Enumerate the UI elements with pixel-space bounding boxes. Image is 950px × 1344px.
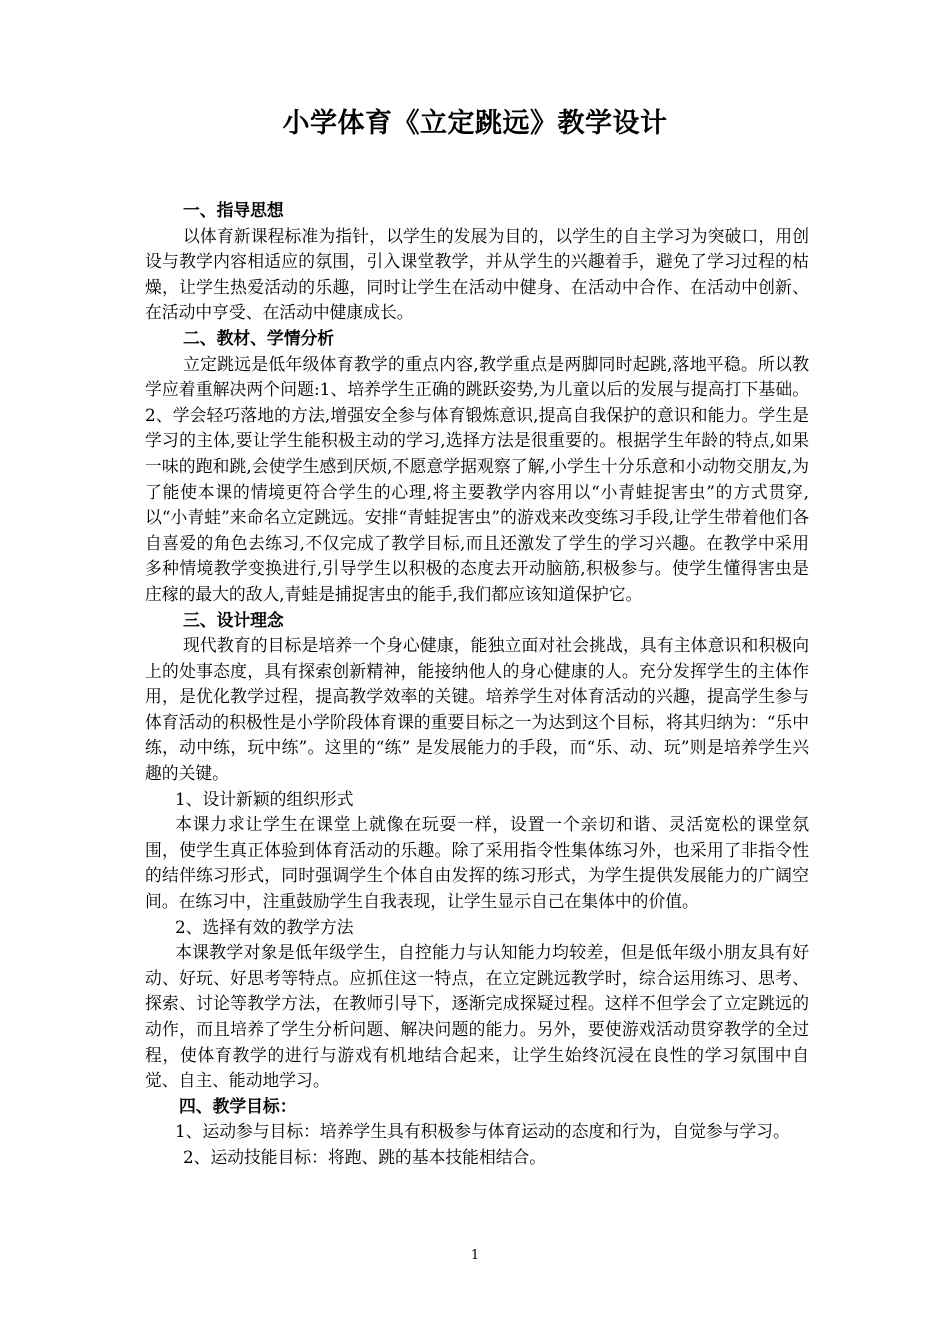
paragraph-material-analysis: 立定跳远是低年级体育教学的重点内容,教学重点是两脚同时起跳,落地平稳。所以教学应着重解决两个问题:1、培养学生正确的跳跃姿势,为儿童以后的发展与提高打下基础。2、学会轻巧落地的方法,增强安全参与体育锻炼意识,提高自我保护的意识和能力。学生是学习的主体,要让学生能积极主动的学习,选择方法是很重要的。根据学生年龄的特点,如果一味的跑和跳,会使学生感到厌烦,不愿意学据观察了解,小学生十分乐意和小动物交朋友,为了能使本课的情境更符合学生的心理,将主要教学内容用以“小青蛙捉害虫”的方式贯穿,以“小青蛙”来命名立定跳远。安排“青蛙捉害虫”的游戏来改变练习手段,让学生带着他们各自喜爱的角色去练习,不仅完成了教学目标,而且还激发了学生的学习兴趣。在教学中采用多种情境教学变换进行,引导学生以积极的态度去开动脑筋,积极参与。使学生懂得害虫是庄稼的最大的敌人,青蛙是捕捉害虫的能手,我们都应该知道保护它。 <box>145 353 809 604</box>
page-number: 1 <box>470 1248 480 1263</box>
document-title: 小学体育《立定跳远》教学设计 <box>282 108 668 139</box>
document-body <box>145 198 809 1171</box>
subheading-teaching-method: 2、选择有效的教学方法 <box>175 916 354 937</box>
paragraph-design-concept: 现代教育的目标是培养一个身心健康，能独立面对社会挑战，具有主体意识和积极向上的处事态度，具有探索创新精神，能接纳他人的身心健康的人。充分发挥学生的主体作用，是优化教学过程，提高教学效率的关键。培养学生对体育活动的兴趣，提高学生参与体育活动的积极性是小学阶段体育课的重要目标之一为达到这个目标，将其归纳为：“乐中练，动中练，玩中练”。这里的“练” 是发展能力的手段，而“乐、动、玩”则是培养学生兴趣的关键。 <box>145 635 809 784</box>
goal-participation: 1、运动参与目标：培养学生具有积极参与体育运动的态度和行为，自觉参与学习。 <box>175 1121 790 1142</box>
goal-motor-skill: 2、运动技能目标：将跑、跳的基本技能相结合。 <box>183 1146 547 1167</box>
section-heading-material-analysis: 二、教材、学情分析 <box>183 327 335 348</box>
section-heading-teaching-goals: 四、教学目标： <box>179 1095 297 1116</box>
subheading-organization-form: 1、设计新颖的组织形式 <box>175 788 354 809</box>
section-heading-design-concept: 三、设计理念 <box>183 609 284 630</box>
paragraph-teaching-method: 本课教学对象是低年级学生，自控能力与认知能力均较差，但是低年级小朋友具有好动、好玩、好思考等特点。应抓住这一特点，在立定跳远教学时，综合运用练习、思考、探索、讨论等教学方法，在教师引导下，逐渐完成探疑过程。这样不但学会了立定跳远的动作，而且培养了学生分析问题、解决问题的能力。另外，要使游戏活动贯穿教学的全过程，使体育教学的进行与游戏有机地结合起来，让学生始终沉浸在良性的学习氛围中自觉、自主、能动地学习。 <box>145 942 809 1091</box>
paragraph-guiding-idea: 以体育新课程标准为指针，以学生的发展为目的，以学生的自主学习为突破口，用创设与教学内容相适应的氛围，引入课堂教学，并从学生的兴趣着手，避免了学习过程的枯燥，让学生热爱活动的乐趣，同时让学生在活动中健身、在活动中合作、在活动中创新、在活动中亨受、在活动中健康成长。 <box>145 225 809 323</box>
paragraph-organization-form: 本课力求让学生在课堂上就像在玩耍一样，设置一个亲切和谐、灵活宽松的课堂氛围，使学生真正体验到体育活动的乐趣。除了采用指令性集体练习外，也采用了非指令性的结伴练习形式，同时强调学生个体自由发挥的练习形式，为学生提供发展能力的广阔空间。在练习中，注重鼓励学生自我表现，让学生显示自己在集体中的价值。 <box>145 814 809 912</box>
section-heading-guiding-idea: 一、指导思想 <box>183 200 284 220</box>
